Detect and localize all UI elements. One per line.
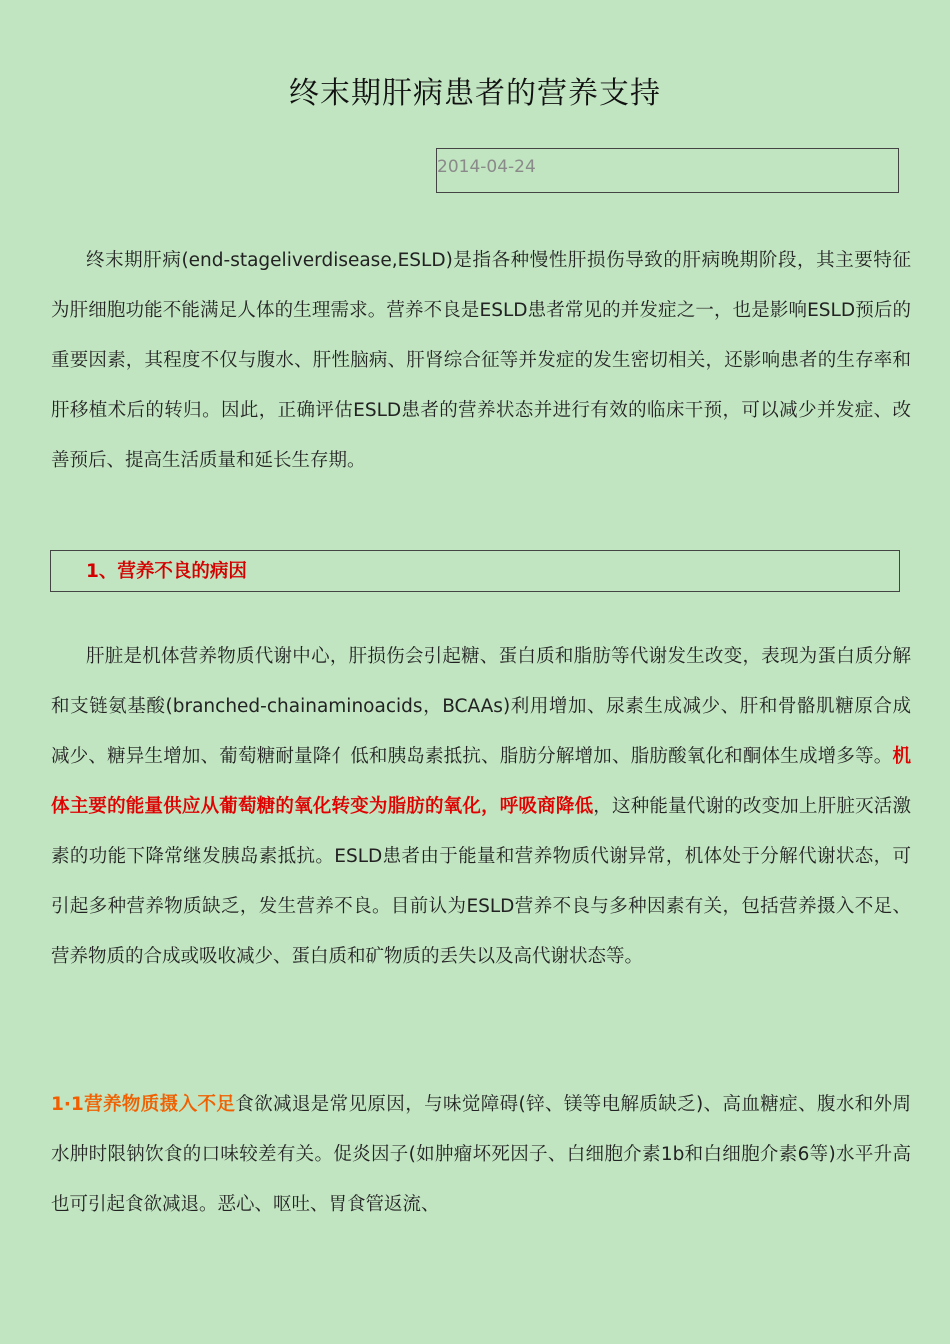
publish-date: 2014-04-24 [437,157,536,177]
intro-paragraph: 终末期肝病(end-stageliverdisease,ESLD)是指各种慢性肝损伤导致的肝病晚期阶段，其主要特征为肝细胞功能不能满足人体的生理需求。营养不良是ESLD患者常见的并发症之一，也是影响ESLD预后的重要因素，其程度不仅与腹水、肝性脑病、肝肾综合征等并发症的发生密切相关，还影响患者的生存率和肝移植术后的转归。因此，正确评估ESLD患者的营养状态并进行有效的临床干预，可以减少并发症、改善预后、提高生活质量和延长生存期。 [51,250,911,471]
section-heading-box [50,550,900,592]
causes-paragraph [51,632,911,982]
subsection-heading: 1·1营养物质摄入不足 [51,1094,236,1115]
date-box [436,148,899,193]
section-heading: 1、营养不良的病因 [86,561,247,582]
causes-text-before: 肝脏是机体营养物质代谢中心，肝损伤会引起糖、蛋白质和脂肪等代谢发生改变，表现为蛋白质分解和支链氨基酸(branched-chainaminoacids，BCAAs)利用增加、尿素生成减少、肝和骨骼肌糖原合成减少、糖异生增加、葡萄糖耐量降亻低和胰岛素抵抗、脂肪分解增加、脂肪酸氧化和酮体生成增多等。 [51,646,911,767]
subsection-text: 食欲减退是常见原因，与味觉障碍(锌、镁等电解质缺乏)、高血糖症、腹水和外周水肿时限钠饮食的口味较差有关。促炎因子(如肿瘤坏死因子、白细胞介素1b和白细胞介素6等)水平升高也可引起食欲减退。恶心、呕吐、胃食管返流、 [51,1094,911,1215]
subsection-paragraph [51,1080,911,1230]
document-title: 终末期肝病患者的营养支持 [289,76,661,111]
causes-highlight: 机体主要的能量供应从葡萄糖的氧化转变为脂肪的氧化，呼吸商降低 [51,746,911,817]
causes-text-after: ，这种能量代谢的改变加上肝脏灭活激素的功能下降常继发胰岛素抵抗。ESLD患者由于能量和营养物质代谢异常，机体处于分解代谢状态，可引起多种营养物质缺乏，发生营养不良。目前认为ESLD营养不良与多种因素有关，包括营养摄入不足、营养物质的合成或吸收减少、蛋白质和矿物质的丢失以及高代谢状态等。 [51,796,911,967]
